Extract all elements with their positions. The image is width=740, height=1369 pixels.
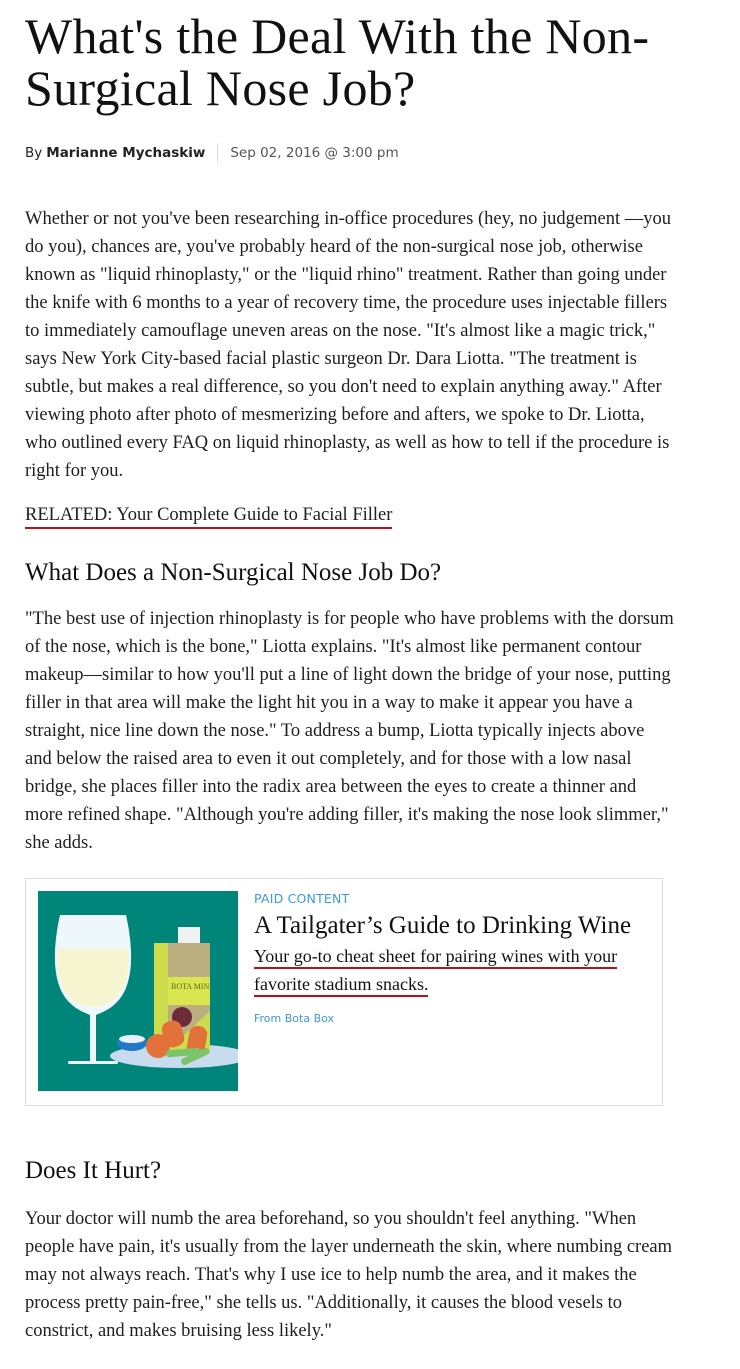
wine-illustration	[38, 891, 238, 1091]
byline-divider	[217, 143, 218, 163]
section-body: Your doctor will numb the area beforehand, so you shouldn't feel anything. "When people have pain, it's usually from the layer underneath the skin, where numbing cream may not always reach. That's why I use ice to help numb the area, and it makes the process pretty pain-free," she tells us. "Additionally, it causes the blood vesels to constrict, and makes bruising less likely."	[25, 1209, 673, 1341]
byline	[25, 143, 399, 163]
sponsored-title[interactable]: A Tailgater’s Guide to Drinking Wine	[254, 912, 632, 939]
publish-date: Sep 02, 2016 @ 3:00 pm	[230, 145, 399, 161]
glass-base	[68, 1061, 118, 1064]
article-title: What's the Deal With the Non-Surgical Nose Job?	[25, 8, 650, 116]
intro-paragraph: Whether or not you've been researching in-office procedures (hey, no judgement —you do you), chances are, you've probably heard of the non-surgical nose job, otherwise known as "liquid rhinoplasty," or the "liquid rhino" treatment. Rather than going under the knife with 6 months to a year of recovery time, the procedure uses injectable fillers to immediately camouflage uneven areas on the nose. "It's almost like a magic trick," says New York City-based facial plastic surgeon Dr. Dara Liotta. "The treatment is subtle, but makes a real difference, so you don't need to explain anything away." After viewing photo after photo of mesmerizing before and afters, we spoke to Dr. Liotta, who outlined every FAQ on liquid rhinoplasty, as well as how to tell if the procedure is right for you.	[25, 209, 671, 481]
sponsored-card[interactable]	[25, 878, 663, 1106]
sponsored-description-link[interactable]: Your go-to cheat sheet for pairing wines with your favorite stadium snacks.	[254, 946, 617, 997]
author-link[interactable]: Marianne Mychaskiw	[46, 145, 206, 161]
sponsored-text	[254, 891, 654, 1025]
section-heading: Does It Hurt?	[25, 1157, 162, 1184]
carton-label: BOTA MIN	[171, 982, 210, 991]
sponsored-description[interactable]	[254, 942, 654, 998]
section-body: "The best use of injection rhinoplasty is for people who have problems with the dorsum of the nose, which is the bone," Liotta explains. "It's almost like permanent contour makeup—similar to how you'll put a line of light down the bridge of your nose, putting filler in that area will make the light hit you in a way to make it appear you have a straight, nice line down the nose." To address a bump, Liotta typically injects above and below the raised area to even it out completely, and for those with a low nasal bridge, she places filler into the radix area between the eyes to create a thinner and more refined shape. "Although you're adding filler, it's making the nose look slimmer," she adds.	[25, 609, 674, 853]
section-heading: What Does a Non-Surgical Nose Job Do?	[25, 559, 442, 586]
sponsored-image[interactable]	[38, 891, 238, 1091]
paid-content-label: PAID CONTENT	[254, 891, 350, 906]
sponsored-source: From Bota Box	[254, 1012, 335, 1025]
byline-by-label: By	[25, 145, 43, 161]
related-link[interactable]: RELATED: Your Complete Guide to Facial Filler	[25, 503, 392, 529]
